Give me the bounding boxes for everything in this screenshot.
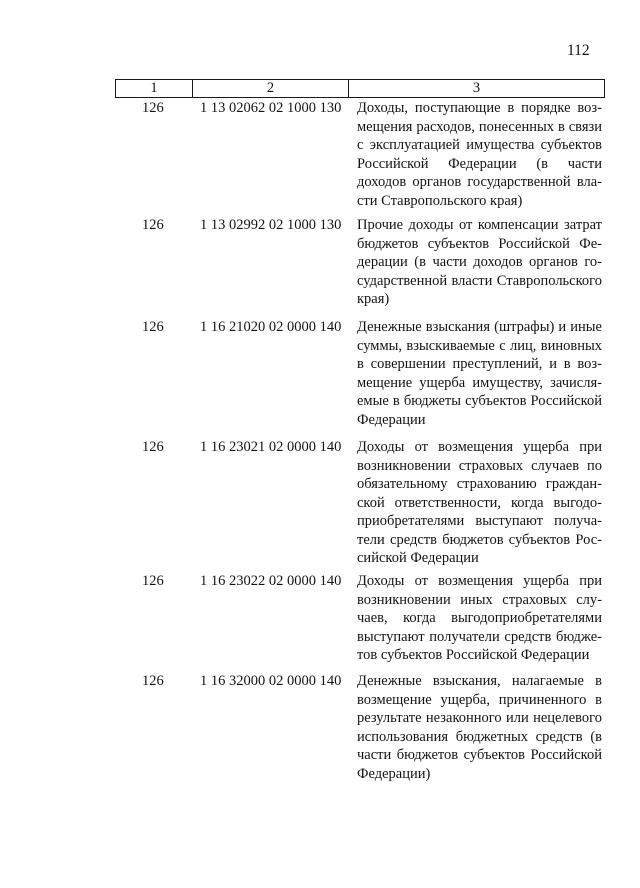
kbk-code: 1 16 23022 02 0000 140 xyxy=(200,573,342,589)
income-description: Денежные взыскания (штрафы) и иные суммы, взыскиваемые с лиц, виновных в совершении преступлений, и в возмещение ущерба имуществу, зачисляемые в бюджеты субъектов Российской Федерации xyxy=(357,319,602,428)
admin-code: 126 xyxy=(142,319,164,335)
table-header-row xyxy=(115,79,605,98)
header-col-3: 3 xyxy=(472,80,481,96)
admin-code: 126 xyxy=(142,673,164,689)
kbk-code: 1 13 02992 02 1000 130 xyxy=(200,217,342,233)
kbk-code: 1 16 23021 02 0000 140 xyxy=(200,439,342,455)
income-description: Доходы, поступающие в порядке возмещения расходов, понесенных в связи с эксплуатацией имущества субъектов Российской Федерации (в части доходов органов государственной власти Ставропольского края) xyxy=(357,100,602,209)
admin-code: 126 xyxy=(142,573,164,589)
kbk-code: 1 16 32000 02 0000 140 xyxy=(200,673,342,689)
income-description: Доходы от возмещения ущерба при возникновении иных страховых случаев, когда выгодоприобретателями выступают получатели средств бюджетов субъектов Российской Федерации xyxy=(357,573,602,663)
income-description: Денежные взыскания, налагаемые в возмещение ущерба, причиненного в результате незаконного или нецелевого использования бюджетных средств (в части бюджетов субъектов Российской Федерации) xyxy=(357,673,602,782)
header-col-2: 2 xyxy=(193,80,349,97)
header-col-1: 1 xyxy=(116,80,193,97)
admin-code: 126 xyxy=(142,439,164,455)
admin-code: 126 xyxy=(142,100,164,116)
kbk-code: 1 16 21020 02 0000 140 xyxy=(200,319,342,335)
admin-code: 126 xyxy=(142,217,164,233)
income-description: Доходы от возмещения ущерба при возникновении страховых случаев по обязательному страхованию гражданской ответственности, когда выгодоприобретателями выступают получатели средств бюджетов субъектов Российской Федерации xyxy=(357,439,602,566)
page-number: 112 xyxy=(567,42,590,59)
income-description: Прочие доходы от компенсации затрат бюджетов субъектов Российской Федерации (в части доходов органов государственной власти Ставропольского края) xyxy=(357,217,602,307)
kbk-code: 1 13 02062 02 1000 130 xyxy=(200,100,342,116)
